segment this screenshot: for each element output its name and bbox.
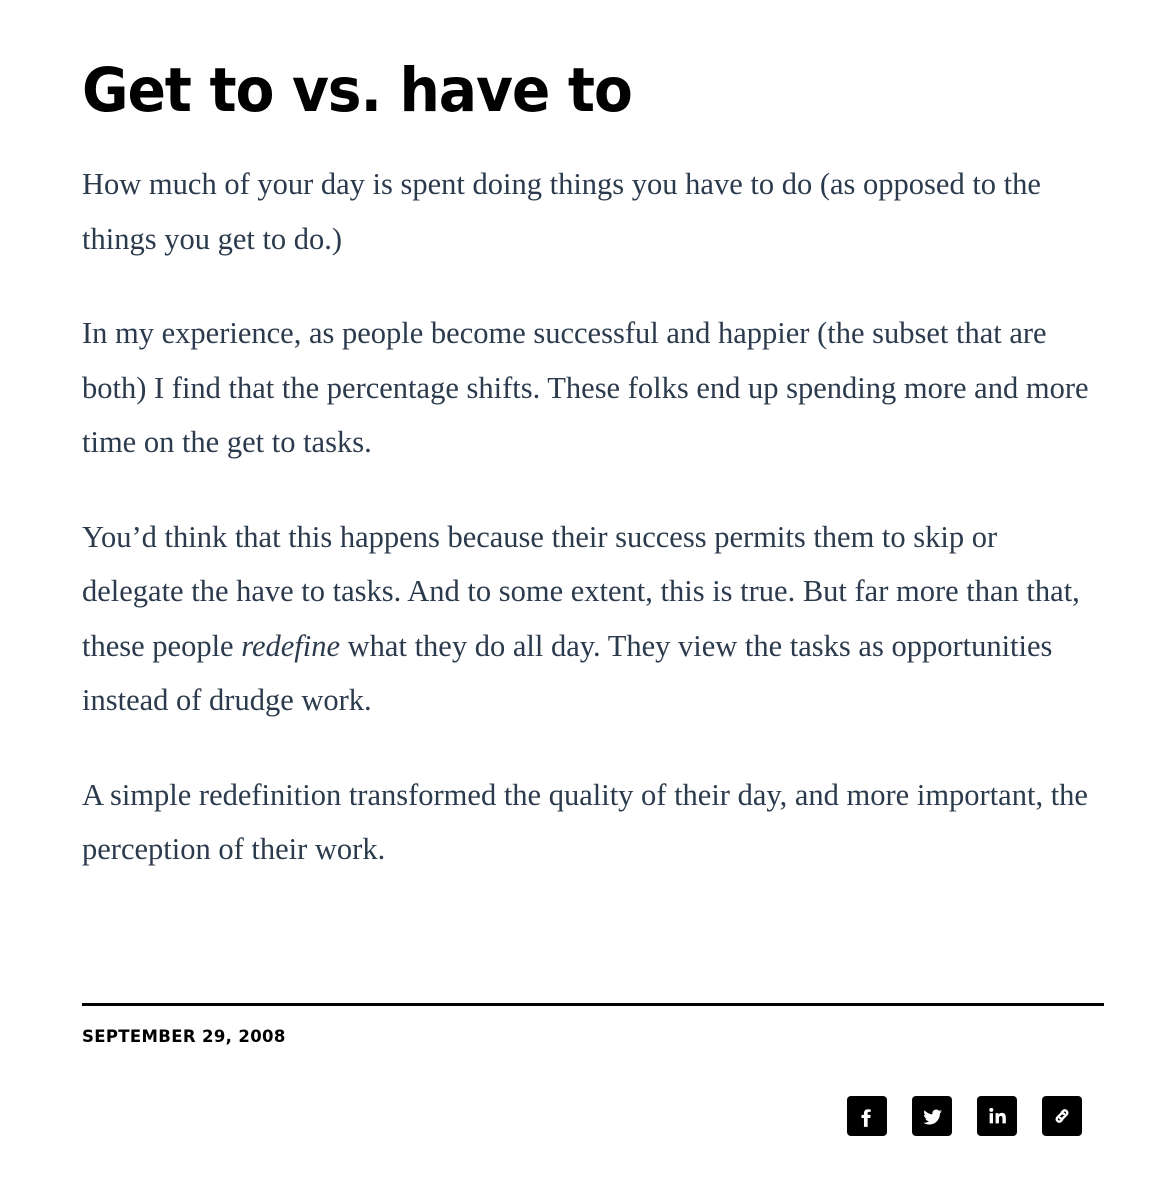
emphasis-redefine: redefine [241, 628, 341, 663]
facebook-icon[interactable] [847, 1096, 887, 1136]
post-paragraph-2: In my experience, as people become successful and happier (the subset that are both) I find that the percentage shifts. These folks end up spending more and more time on the get to tasks. [82, 316, 1089, 460]
twitter-icon[interactable] [912, 1096, 952, 1136]
post-date: SEPTEMBER 29, 2008 [82, 1027, 286, 1046]
page-title: Get to vs. have to [82, 55, 632, 126]
share-row [82, 1096, 1082, 1136]
post-footer [82, 1003, 1104, 1046]
post-paragraph-3-tail: what they do all day. They view the tasks as opportunities instead of drudge work. [82, 628, 1053, 718]
post-body [82, 157, 1104, 877]
post-paragraph-3 [82, 510, 1104, 728]
post-paragraph-4: A simple redefinition transformed the quality of their day, and more important, the perception of their work. [82, 777, 1088, 867]
post-paragraph-1: How much of your day is spent doing things you have to do (as opposed to the things you get to do.) [82, 167, 1041, 256]
link-icon[interactable] [1042, 1096, 1082, 1136]
linkedin-icon[interactable] [977, 1096, 1017, 1136]
post-article [82, 0, 1104, 877]
post-paragraph-3-lead: You’d think that this happens because their success permits them to skip or delegate the have to tasks. And to some extent, this is true. But far more than that, these people [82, 519, 1080, 663]
